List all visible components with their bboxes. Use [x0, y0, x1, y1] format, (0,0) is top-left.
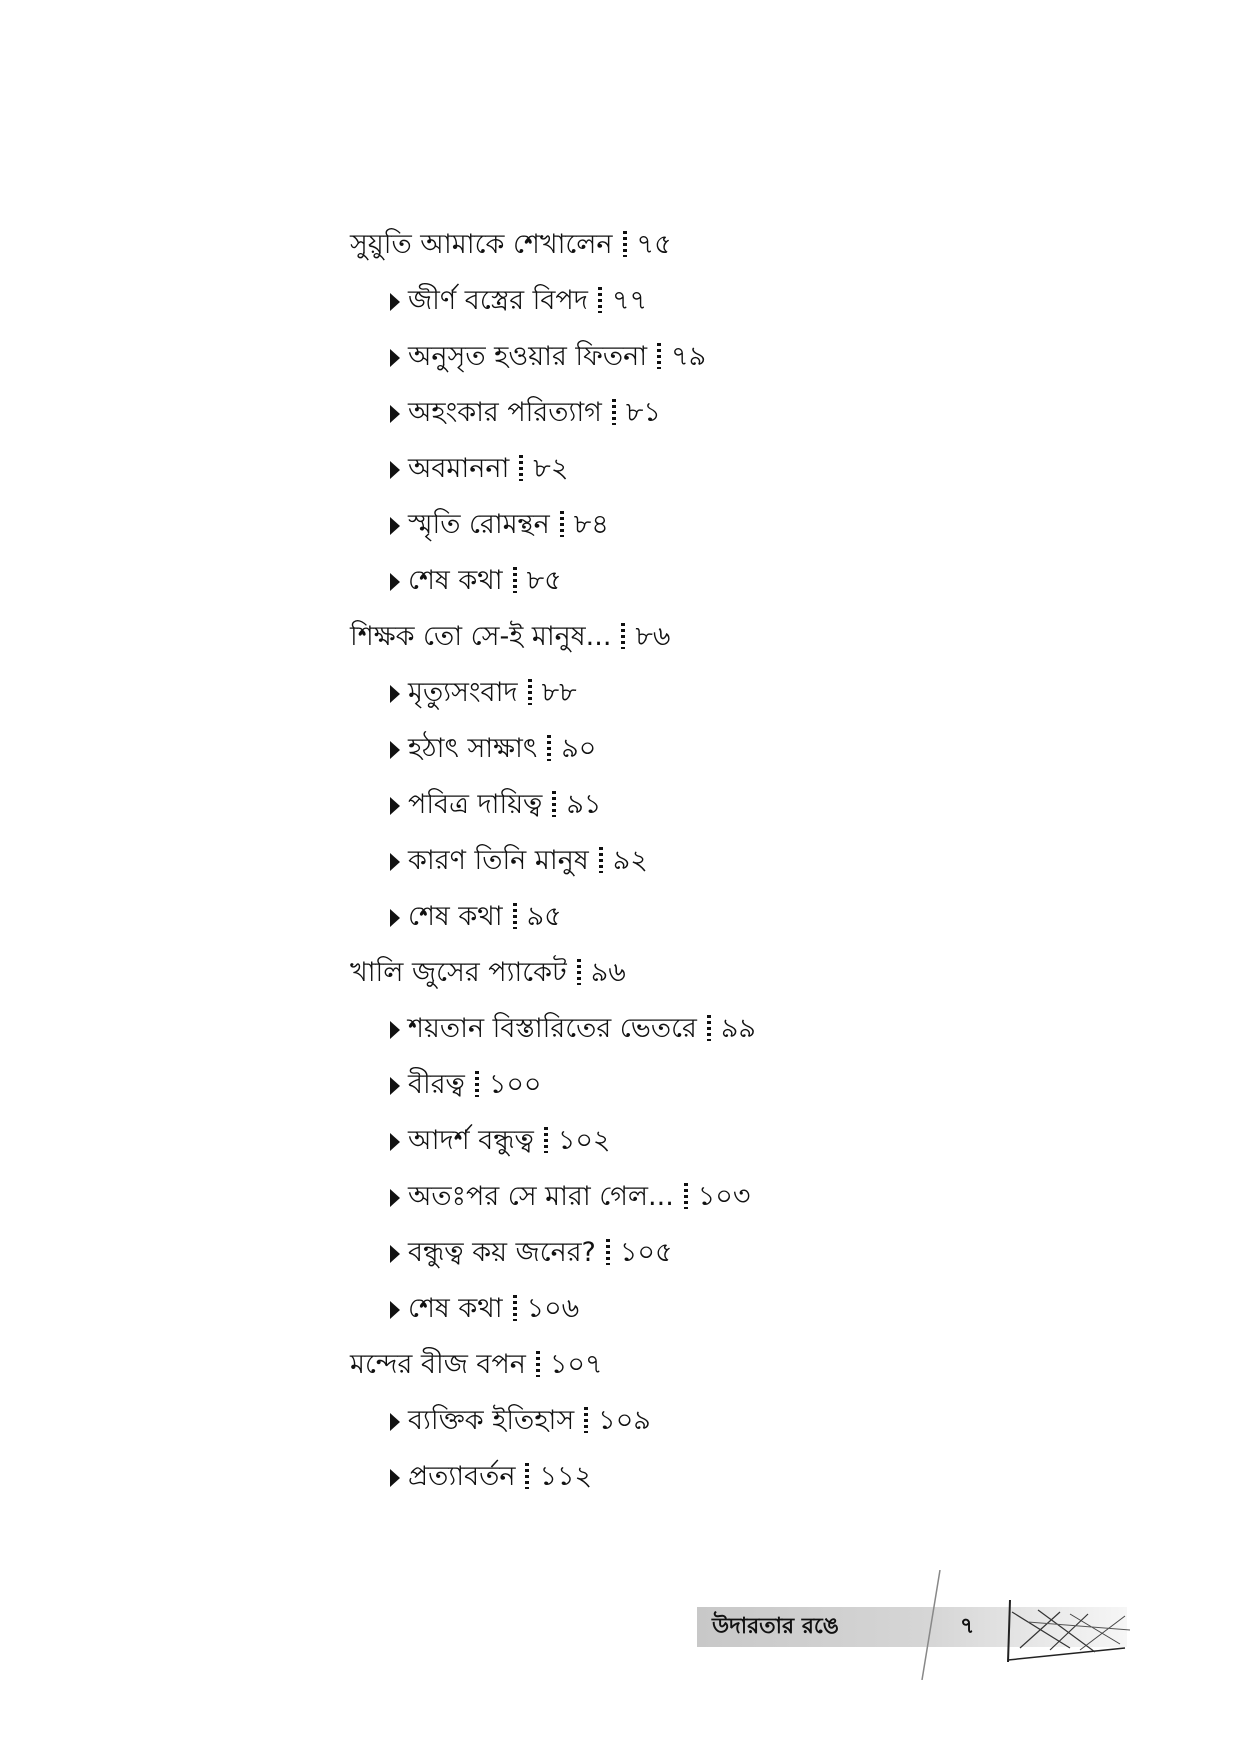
toc-page-number: ৭৯ — [671, 341, 707, 372]
toc-entry — [350, 953, 1050, 1009]
toc-entry-title: মন্দের বীজ বপন — [350, 1349, 526, 1380]
toc-entry-title: অবমাননা — [408, 453, 510, 484]
dotted-separator-icon — [612, 399, 616, 425]
dotted-separator-icon — [577, 959, 581, 985]
dotted-separator-icon — [519, 455, 523, 481]
toc-entry-title: শেষ কথা — [408, 901, 503, 932]
toc-entry-title: সুয়ুতি আমাকে শেখালেন — [350, 229, 613, 260]
triangle-bullet-icon — [390, 741, 400, 759]
toc-page-number: ১০২ — [557, 1125, 611, 1156]
toc-subentry — [350, 449, 1050, 505]
toc-page-number: ৯৬ — [590, 957, 626, 988]
dotted-separator-icon — [606, 1239, 610, 1265]
toc-page-number: ৮২ — [533, 453, 569, 484]
dotted-separator-icon — [547, 735, 551, 761]
toc-subentry — [350, 1289, 1050, 1345]
footer-scribble-decoration — [920, 1570, 1140, 1680]
toc-page-number: ৮১ — [625, 397, 661, 428]
dotted-separator-icon — [684, 1183, 688, 1209]
dotted-separator-icon — [598, 287, 602, 313]
dotted-separator-icon — [475, 1071, 479, 1097]
dotted-separator-icon — [623, 231, 627, 257]
toc-page-number: ৯১ — [566, 789, 602, 820]
toc-subentry — [350, 1457, 1050, 1513]
toc-entry-title: খালি জুসের প্যাকেট — [350, 957, 567, 988]
triangle-bullet-icon — [390, 573, 400, 591]
triangle-bullet-icon — [390, 293, 400, 311]
toc-subentry — [350, 1009, 1050, 1065]
toc-page-number: ৯৫ — [526, 901, 562, 932]
dotted-separator-icon — [544, 1127, 548, 1153]
dotted-separator-icon — [657, 343, 661, 369]
toc-page-number: ৮৫ — [526, 565, 562, 596]
toc-subentry — [350, 1065, 1050, 1121]
toc-subentry — [350, 673, 1050, 729]
triangle-bullet-icon — [390, 1189, 400, 1207]
toc-subentry — [350, 337, 1050, 393]
dotted-separator-icon — [599, 847, 603, 873]
toc-subentry — [350, 505, 1050, 561]
toc-subentry — [350, 561, 1050, 617]
dotted-separator-icon — [707, 1015, 711, 1041]
triangle-bullet-icon — [390, 461, 400, 479]
toc-page-number: ৮৮ — [541, 677, 577, 708]
footer-page-number: ৭ — [960, 1614, 975, 1639]
dotted-separator-icon — [525, 1463, 529, 1489]
toc-entry-title: কারণ তিনি মানুষ — [408, 845, 589, 876]
toc-entry-title: শেষ কথা — [408, 1293, 503, 1324]
dotted-separator-icon — [513, 1295, 517, 1321]
toc-subentry — [350, 1401, 1050, 1457]
toc-entry-title: অহংকার পরিত্যাগ — [408, 397, 602, 428]
toc-page-number: ১০৭ — [549, 1349, 603, 1380]
toc-entry-title: পবিত্র দায়িত্ব — [408, 789, 543, 820]
dotted-separator-icon — [536, 1351, 540, 1377]
triangle-bullet-icon — [390, 1245, 400, 1263]
toc-entry-title: অনুসৃত হওয়ার ফিতনা — [408, 341, 648, 372]
dotted-separator-icon — [621, 623, 625, 649]
dotted-separator-icon — [584, 1407, 588, 1433]
triangle-bullet-icon — [390, 1413, 400, 1431]
toc-entry-title: শিক্ষক তো সে-ই মানুষ... — [350, 621, 612, 652]
dotted-separator-icon — [552, 791, 556, 817]
toc-page-number: ৯০ — [561, 733, 597, 764]
toc-page-number: ১১২ — [539, 1461, 593, 1492]
toc-subentry — [350, 1233, 1050, 1289]
triangle-bullet-icon — [390, 1021, 400, 1039]
triangle-bullet-icon — [390, 1133, 400, 1151]
dotted-separator-icon — [528, 679, 532, 705]
toc-page-number: ৭৭ — [611, 285, 648, 316]
toc-subentry — [350, 393, 1050, 449]
toc-entry-title: হঠাৎ সাক্ষাৎ — [408, 733, 538, 764]
toc-page-number: ১০৬ — [526, 1293, 580, 1324]
toc-page-number: ১০০ — [488, 1069, 542, 1100]
toc-page-number: ১০৫ — [619, 1237, 673, 1268]
toc-entry-title: প্রত্যাবর্তন — [408, 1461, 516, 1492]
toc-entry-title: বন্ধুত্ব কয় জনের? — [408, 1237, 596, 1268]
dotted-separator-icon — [560, 511, 564, 537]
triangle-bullet-icon — [390, 1077, 400, 1095]
dotted-separator-icon — [513, 567, 517, 593]
toc-entry-title: শেষ কথা — [408, 565, 503, 596]
toc-page-number: ১০৯ — [598, 1405, 651, 1436]
triangle-bullet-icon — [390, 685, 400, 703]
dotted-separator-icon — [513, 903, 517, 929]
toc-page-number: ১০৩ — [697, 1181, 751, 1212]
triangle-bullet-icon — [390, 1469, 400, 1487]
triangle-bullet-icon — [390, 853, 400, 871]
triangle-bullet-icon — [390, 909, 400, 927]
footer-book-title: উদারতার রঙে — [712, 1614, 839, 1639]
toc-entry-title: বীরত্ব — [408, 1069, 465, 1100]
toc-page-number: ৯২ — [612, 845, 648, 876]
toc-entry-title: অতঃপর সে মারা গেল... — [408, 1181, 674, 1212]
toc-subentry — [350, 729, 1050, 785]
triangle-bullet-icon — [390, 349, 400, 367]
triangle-bullet-icon — [390, 405, 400, 423]
toc-entry-title: মৃত্যুসংবাদ — [408, 677, 518, 708]
toc-entry-title: জীর্ণ বস্ত্রের বিপদ — [408, 285, 588, 316]
toc-page-number: ৯৯ — [720, 1013, 756, 1044]
toc-subentry — [350, 1177, 1050, 1233]
triangle-bullet-icon — [390, 1301, 400, 1319]
table-of-contents — [350, 225, 1050, 1513]
toc-page-number: ৮৬ — [635, 621, 671, 652]
toc-subentry — [350, 281, 1050, 337]
toc-subentry — [350, 841, 1050, 897]
toc-entry — [350, 617, 1050, 673]
toc-entry-title: শয়তান বিস্তারিতের ভেতরে — [408, 1013, 697, 1044]
toc-subentry — [350, 785, 1050, 841]
toc-page-number: ৮৪ — [573, 509, 609, 540]
toc-entry — [350, 1345, 1050, 1401]
toc-entry-title: আদর্শ বন্ধুত্ব — [408, 1125, 534, 1156]
triangle-bullet-icon — [390, 517, 400, 535]
toc-page-number: ৭৫ — [636, 229, 672, 260]
toc-subentry — [350, 1121, 1050, 1177]
toc-entry — [350, 225, 1050, 281]
toc-subentry — [350, 897, 1050, 953]
toc-entry-title: স্মৃতি রোমন্থন — [408, 509, 550, 540]
triangle-bullet-icon — [390, 797, 400, 815]
toc-entry-title: ব্যক্তিক ইতিহাস — [408, 1405, 575, 1436]
